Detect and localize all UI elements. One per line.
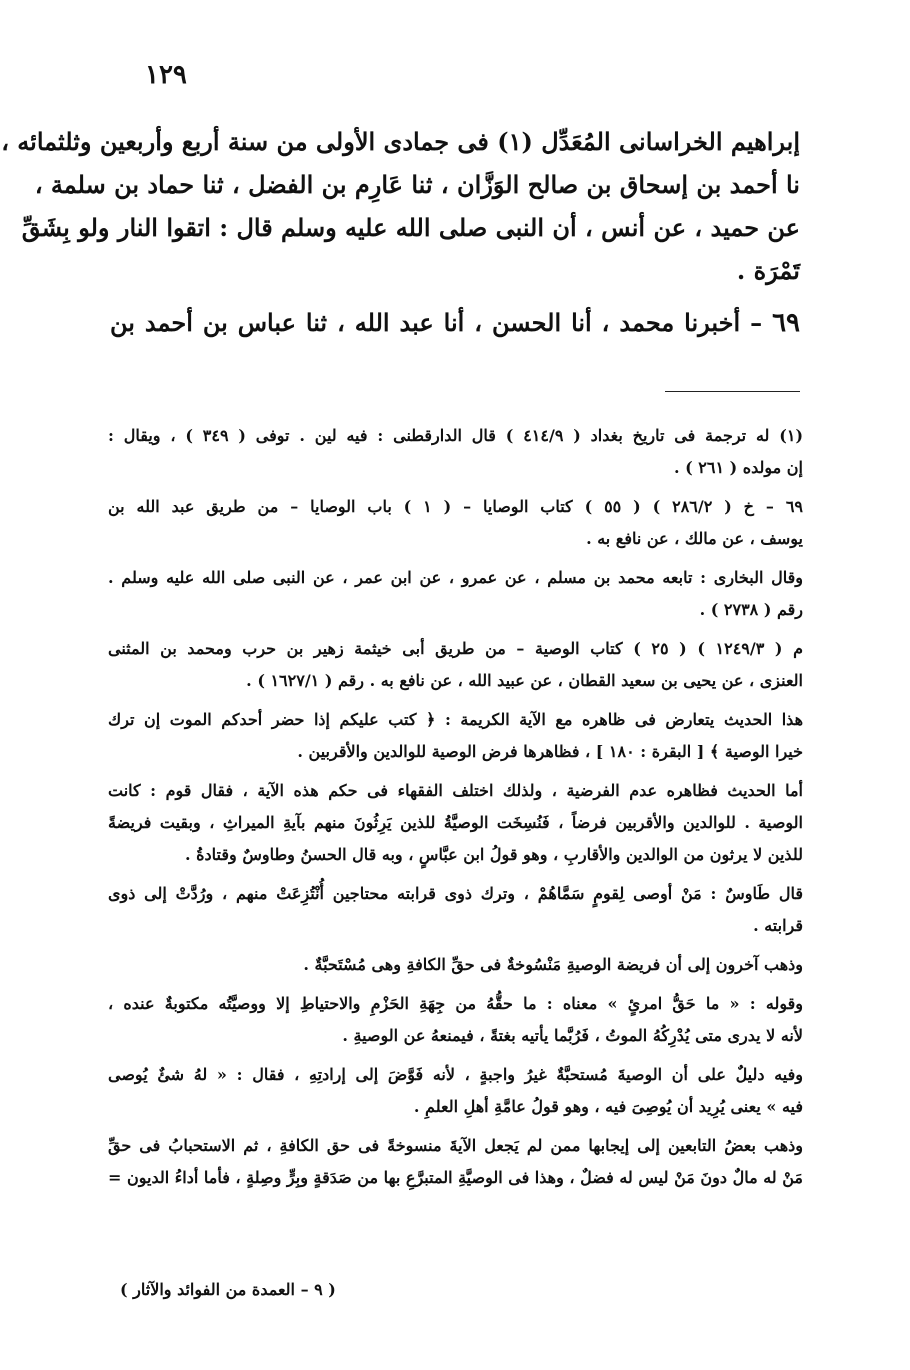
note-line: خيرا الوصية ﴾ [ البقرة : ١٨٠ ] ، فظاهرها فرض الوصية للوالدين والأقربين . [297,742,803,761]
note-line: أما الحديث فظاهره عدم الفرضية ، ولذلك اختلف الفقهاء فى حكم هذه الآية ، فقال قوم : كانت [108,781,803,800]
note-line: وقال البخارى : تابعه محمد بن مسلم ، عن عمرو ، عن ابن عمر ، عن النبى صلى الله عليه وسلم . [108,568,803,587]
footnote [108,562,803,626]
footnote [108,878,803,942]
note-line: الوصية . للوالدين والأقربين فرضاً ، فَنُسِخَت الوصيَّةُ للذين يَرِثُونَ منهم بآيةِ الميراثِ ، وبقيت فريضةً [108,813,803,832]
note-line: م ( ١٢٤٩/٣ ) ( ٢٥ ) كتاب الوصية – من طريق أبى خيثمة زهير بن حرب ومحمد بن المثنى [108,639,804,658]
footnote-divider [665,391,800,392]
note-line: وقوله : « ما حَقُّ امرئٍ » معناه : ما حقُّهُ من جِهَةِ الحَزْمِ والاحتياطِ إلا ووصيَّتُه مكتوبةٌ عنده ، [108,994,803,1013]
hadith-line [110,308,800,338]
note-line: للذين لا يرثون من الوالدين والأقاربِ ، وهو قولُ ابن عبَّاسٍ ، وبه قال الحسنُ وطاوسٌ وقتادةُ . [185,845,803,864]
note-line: (١) له ترجمة فى تاريخ بغداد ( ٤١٤/٩ ) قال الدارقطنى : فيه لين . توفى ( ٣٤٩ ) ، ويقال : [108,426,804,445]
note-line: لأنه لا يدرى متى يُدْرِكُهُ الموتُ ، فَرُبَّما يأتيه بغتةً ، فيمنعهُ عن الوصيةِ . [342,1026,803,1045]
signature-footer: ( ٩ – العمدة من الفوائد والآثار ) [120,1280,336,1299]
note-line: إن مولده ( ٢٦١ ) . [673,458,803,477]
main-line: إبراهيم الخراسانى المُعَدِّل (١) فى جمادى الأولى من سنة أربع وأربعين وثلثمائه ، [1,127,800,156]
footnote [108,704,803,768]
footnote [108,775,803,871]
footnote [108,633,803,697]
note-line: العنزى ، عن يحيى بن سعيد القطان ، عن عبيد الله ، عن نافع به . رقم ( ١٦٢٧/١ ) . [246,671,803,690]
note-line: قرابته . [753,916,803,935]
footnote [108,420,803,484]
footnote [108,949,803,981]
main-line: نا أحمد بن إسحاق بن صالح الوَزَّان ، ثنا عَارِم بن الفضل ، ثنا حماد بن سلمة ، [34,170,800,199]
note-line: فيه » يعنى يُرِيد أن يُوصِىَ فيه ، وهو قولُ عامَّةِ أهلِ العلمِ . [413,1097,803,1116]
note-line: هذا الحديث يتعارض فى ظاهره مع الآية الكريمة : ﴿ كتب عليكم إذا حضر أحدكم الموت إن ترك [108,710,804,729]
hadith-number: ٦٩ [772,308,800,338]
note-line: ٦٩ – خ ( ٢٨٦/٢ ) ( ٥٥ ) كتاب الوصايا – ( ١ ) باب الوصايا – من طريق عبد الله بن [108,497,803,516]
footnote [108,1130,803,1194]
main-line: عن حميد ، عن أنس ، أن النبى صلى الله عليه وسلم قال : اتقوا النار ولو بِشَقِّ [21,213,800,242]
main-text [1,120,800,292]
footnote [108,1059,803,1123]
note-line: يوسف ، عن مالك ، عن نافع به . [586,529,803,548]
hadith-text: – أخبرنا محمد ، أنا الحسن ، أنا عبد الله ، ثنا عباس بن أحمد بن [110,308,773,337]
note-line: وفيه دليلٌ على أن الوصيةَ مُستحبَّةٌ غيرُ واجبةٍ ، لأنه فَوَّضَ إلى إرادتِهِ ، فقال : « لهُ شئٌ يُوصى [108,1065,803,1084]
footnotes [108,420,803,1201]
page-number: ١٢٩ [145,60,187,90]
main-line: تَمْرَة . [736,256,800,285]
note-line: وذهب آخرون إلى أن فريضة الوصيةِ مَنْسُوخةٌ فى حقِّ الكافةِ وهى مُسْتَحبَّةٌ . [303,955,803,974]
footnote [108,988,803,1052]
footnote [108,491,803,555]
note-line: رقم ( ٢٧٣٨ ) . [699,600,803,619]
note-line: وذهب بعضُ التابعين إلى إيجابها ممن لم يَجعل الآيةَ منسوخةً فى حق الكافةِ ، ثم الاستحبابُ فى حقِّ [108,1136,803,1155]
note-line: قال طَاوسٌ : مَنْ أوصى لِقومٍ سَمَّاهُمْ ، وترك ذوى قرابته محتاجين أُنْتُزِعَتْ منهم ، ورُدَّتْ إلى ذوى [108,884,803,903]
note-line: مَنْ له مالٌ دونَ مَنْ ليس له فضلٌ ، وهذا فى الوصيَّةِ المتبرَّعِ بها من صَدَقةٍ وبِرٍّ وصِلةٍ ، فأما أداءُ الديون = [108,1168,803,1187]
